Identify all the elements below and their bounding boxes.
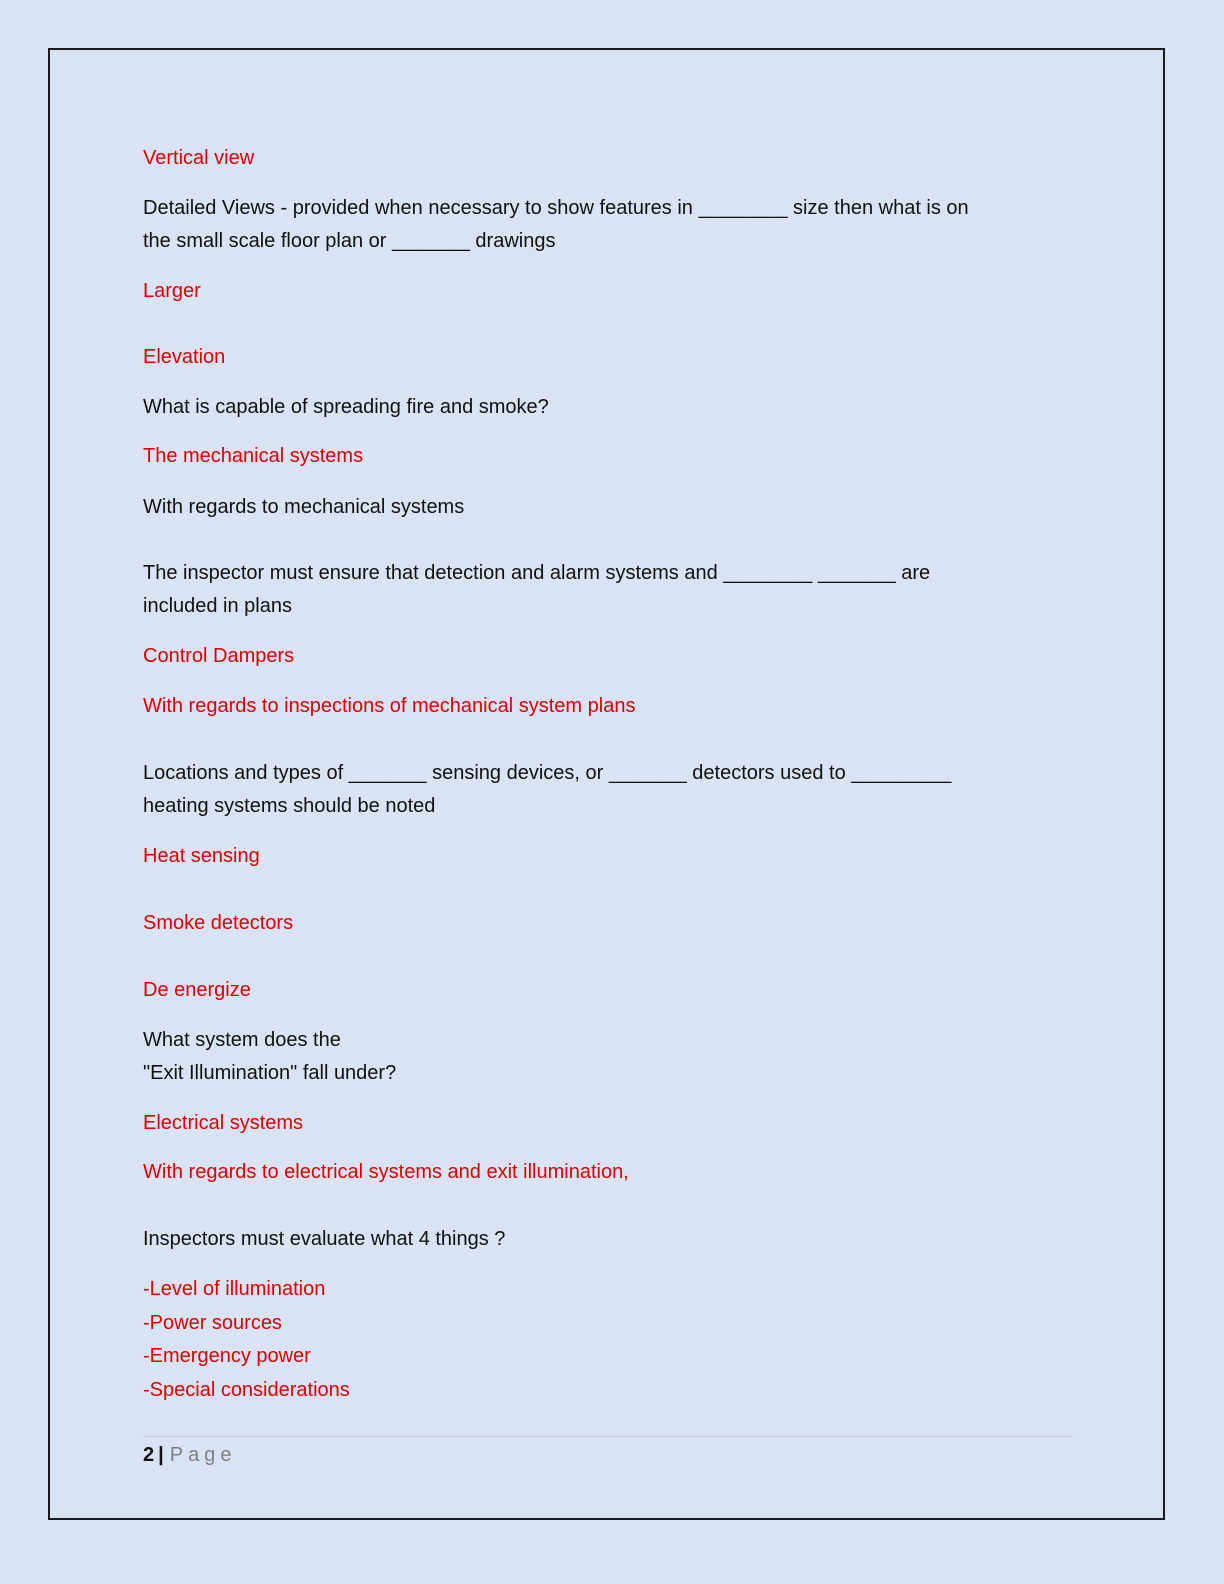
- answer-electrical-systems: Electrical systems: [143, 1112, 304, 1134]
- answer-mechanical-systems: The mechanical systems: [143, 445, 364, 467]
- answer-vertical-view: Vertical view: [143, 147, 255, 169]
- answer-de-energize: De energize: [143, 979, 251, 1001]
- question-locations-types-line-1: Locations and types of _______ sensing devices, or _______ detectors used to _________: [143, 762, 952, 784]
- heading-mechanical-systems: With regards to mechanical systems: [143, 496, 465, 518]
- answer-emergency-power: -Emergency power: [143, 1345, 311, 1367]
- answer-heat-sensing: Heat sensing: [143, 845, 260, 867]
- question-exit-illumination-line-2: "Exit Illumination" fall under?: [143, 1062, 397, 1084]
- question-spreading-fire: What is capable of spreading fire and smoke?: [143, 396, 549, 418]
- answer-control-dampers: Control Dampers: [143, 645, 295, 667]
- page-word: Page: [169, 1444, 237, 1466]
- page-number: 2: [143, 1444, 155, 1466]
- footer-separator: |: [158, 1444, 164, 1466]
- answer-power-sources: -Power sources: [143, 1312, 282, 1334]
- answer-smoke-detectors: Smoke detectors: [143, 912, 294, 934]
- heading-mechanical-system-plans: With regards to inspections of mechanical system plans: [143, 695, 636, 717]
- question-detailed-views-line-2: the small scale floor plan or _______ drawings: [143, 230, 556, 252]
- question-inspector-ensure-line-1: The inspector must ensure that detection and alarm systems and ________ _______ are: [143, 562, 931, 584]
- answer-level-of-illumination: -Level of illumination: [143, 1278, 326, 1300]
- question-exit-illumination-line-1: What system does the: [143, 1029, 341, 1051]
- answer-special-considerations: -Special considerations: [143, 1379, 350, 1401]
- page-footer: [143, 1438, 236, 1472]
- answer-larger: Larger: [143, 280, 201, 302]
- question-locations-types-line-2: heating systems should be noted: [143, 795, 436, 817]
- question-detailed-views-line-1: Detailed Views - provided when necessary to show features in ________ size then what is on: [143, 197, 969, 219]
- question-four-things: Inspectors must evaluate what 4 things ?: [143, 1228, 506, 1250]
- footer-rule: [143, 1436, 1073, 1437]
- question-inspector-ensure-line-2: included in plans: [143, 595, 292, 617]
- heading-electrical-exit-illumination: With regards to electrical systems and exit illumination,: [143, 1161, 629, 1183]
- answer-elevation: Elevation: [143, 346, 226, 368]
